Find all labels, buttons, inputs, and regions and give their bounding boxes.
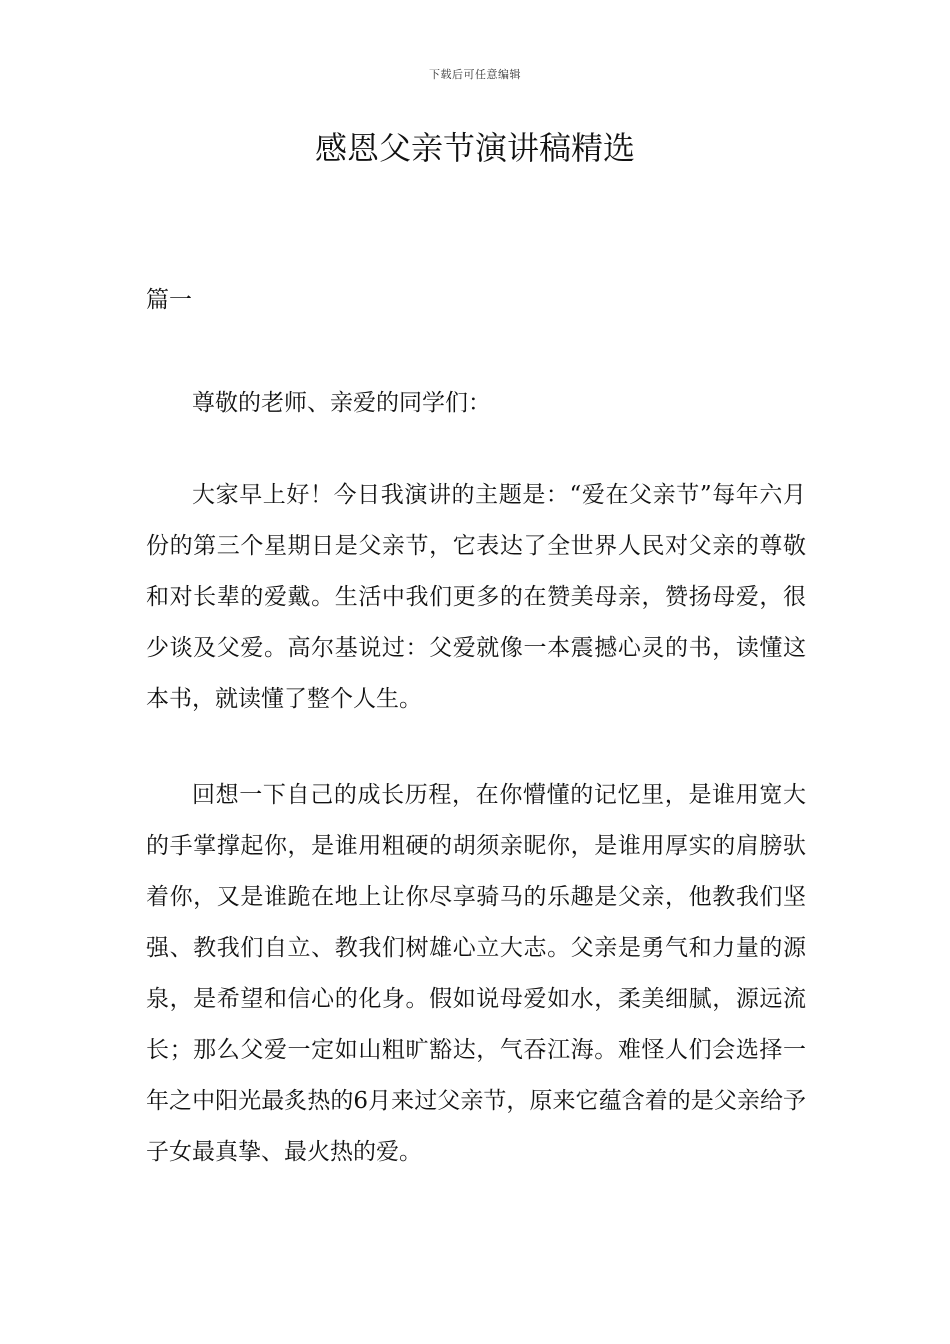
header-note: 下载后可任意编辑 bbox=[429, 68, 521, 81]
body-paragraph-2: 回想一下自己的成长历程，在你懵懂的记忆里，是谁用宽大的手掌撑起你，是谁用粗硬的胡须亲昵你，是谁用厚实的肩膀驮着你，又是谁跪在地上让你尽享骑马的乐趣是父亲，他教我们坚强、教我们自立、教我们树雄心立大志。父亲是勇气和力量的源泉，是希望和信心的化身。假如说母爱如水，柔美细腻，源远流长；那么父爱一定如山粗旷豁达，气吞江海。难怪人们会选择一年之中阳光最炙热的6月来过父亲节，原来它蕴含着的是父亲给予子女最真挚、最火热的爱。 bbox=[146, 782, 806, 1165]
document-title: 感恩父亲节演讲稿精选 bbox=[314, 129, 635, 167]
paragraph-block-1 bbox=[146, 470, 806, 725]
greeting-block bbox=[146, 378, 806, 429]
section-label: 篇一 bbox=[146, 287, 192, 313]
greeting-paragraph: 尊敬的老师、亲爱的同学们： bbox=[192, 390, 491, 416]
paragraph-block-2 bbox=[146, 770, 806, 1178]
body-paragraph-1: 大家早上好！今日我演讲的主题是：“爱在父亲节”每年六月份的第三个星期日是父亲节，它表达了全世界人民对父亲的尊敬和对长辈的爱戴。生活中我们更多的在赞美母亲，赞扬母爱，很少谈及父爱。高尔基说过：父爱就像一本震撼心灵的书，读懂这本书，就读懂了整个人生。 bbox=[146, 482, 806, 712]
